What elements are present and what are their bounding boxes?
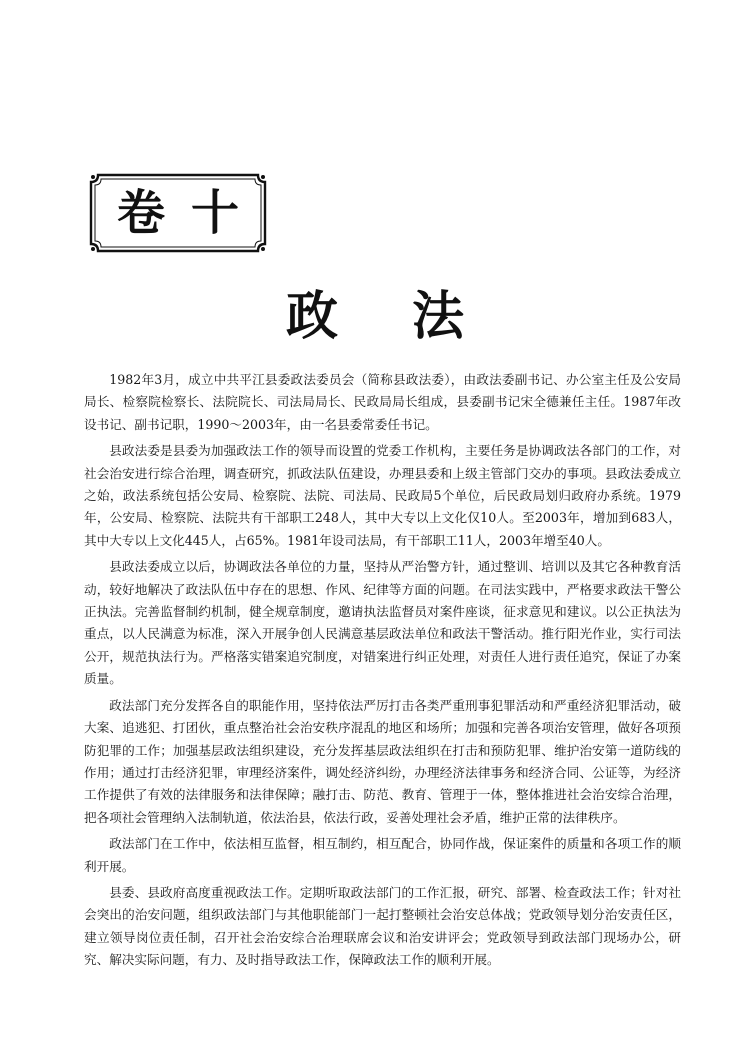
paragraph: 1982年3月，成立中共平江县委政法委员会（简称县政法委），由政法委副书记、办公室主任及公安局局长、检察院检察长、法院院长、司法局局长、民政局局长组成，县委副书记宋全德兼任主任。1987年改设书记、副书记职，1990～2003年，由一名县委常委任书记。 bbox=[84, 372, 681, 432]
paragraph: 县委、县政府高度重视政法工作。定期听取政法部门的工作汇报，研究、部署、检查政法工作；针对社会突出的治安问题，组织政法部门与其他职能部门一起打整顿社会治安总体战；党政领导划分治安责任区，建立领导岗位责任制，召开社会治安综合治理联席会议和治安讲评会；党政领导到政法部门现场办公，研究、解决实际问题，有力、及时指导政法工作，保障政法工作的顺利开展。 bbox=[84, 884, 681, 968]
volume-title: 卷十 bbox=[116, 185, 265, 241]
paragraph: 政法部门充分发挥各自的职能作用，坚持依法严厉打击各类严重刑事犯罪活动和严重经济犯罪活动，破大案、追逃犯、打团伙，重点整治社会治安秩序混乱的地区和场所；加强和完善各项治安管理，做好各项预防犯罪的工作；加强基层政法组织建设，充分发挥基层政法组织在打击和预防犯罪、维护治安第一道防线的作用；通过打击经济犯罪，审理经济案件，调处经济纠纷，办理经济法律事务和经济合同、公证等，为经济工作提供了有效的法律服务和法律保障；融打击、防范、教育、管理于一体，整体推进社会治安综合治理，把各项社会管理纳入法制轨道，依法治县，依法行政，妥善处理社会矛盾，维护正常的法律秩序。 bbox=[84, 697, 681, 825]
chapter-title: 政法 bbox=[285, 286, 538, 347]
paragraph: 县政法委成立以后，协调政法各单位的力量，坚持从严治警方针，通过整训、培训以及其它各种教育活动，较好地解决了政法队伍中存在的思想、作风、纪律等方面的问题。在司法实践中，严格要求政法干警公正执法。完善监督制约机制，健全规章制度，邀请执法监督员对案件座谈，征求意见和建议。以公正执法为重点，以人民满意为标准，深入开展争创人民满意基层政法单位和政法干警活动。推行阳光作业，实行司法公开，规范执法行为。严格落实错案追究制度，对错案进行纠正处理，对责任人进行责任追究，保证了办案质量。 bbox=[84, 559, 681, 687]
paragraph: 县政法委是县委为加强政法工作的领导而设置的党委工作机构，主要任务是协调政法各部门的工作，对社会治安进行综合治理，调查研究，抓政法队伍建设，办理县委和上级主管部门交办的事项。县政法委成立之始，政法系统包括公安局、检察院、法院、司法局、民政局5个单位，后民政局划归政府办系统。1979年，公安局、检察院、法院共有干部职工248人，其中大专以上文化仅10人。至2003年，增加到683人，其中大专以上文化445人，占65%。1981年设司法局，有干部职工11人，2003年增至40人。 bbox=[84, 443, 681, 548]
volume-heading-frame bbox=[88, 172, 268, 254]
body-text bbox=[84, 369, 681, 972]
paragraph: 政法部门在工作中，依法相互监督，相互制约，相互配合，协同作战，保证案件的质量和各项工作的顺利开展。 bbox=[84, 836, 681, 874]
